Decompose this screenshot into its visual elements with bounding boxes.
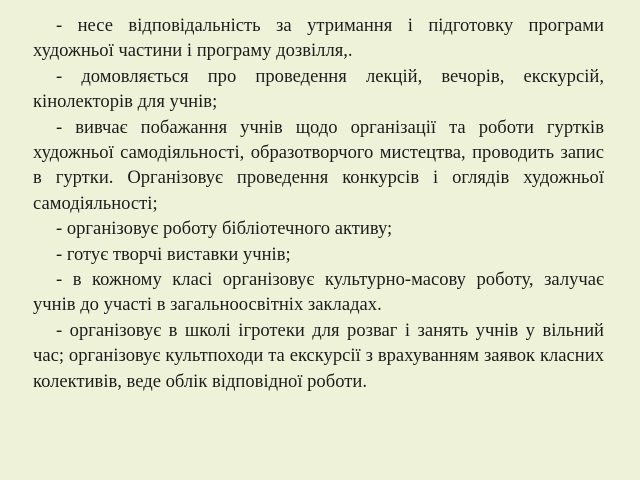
- duty-item-programme: - несе відповідальність за утримання і підготовку програми художньої частини і програму дозвілля,.: [33, 15, 604, 62]
- duty-item-lectures: - домовляється про проведення лекцій, вечорів, екскурсій, кінолекторів для учнів;: [33, 65, 604, 113]
- duty-item-exhibitions: - готує творчі виставки учнів;: [56, 243, 291, 265]
- duty-item-clubs: - вивчає побажання учнів щодо організації та роботи гуртків художньої самодіяльності, образотворчого мистецтва, проводить запис в гуртки. Організовує проведення конкурсів і оглядів художньої самодіяльності;: [33, 116, 604, 214]
- duty-item-class-work: - в кожному класі організовує культурно-масову роботу, залучає учнів до участі в загальноосвітніх закладах.: [33, 269, 604, 316]
- duty-item-library-activists: - організовує роботу бібліотечного активу;: [56, 218, 393, 240]
- duty-item-leisure: - організовує в школі ігротеки для розваг і занять учнів у вільний час; організовує культпоходи та екскурсії з врахуванням заявок класних колективів, веде облік відповідної роботи.: [33, 319, 604, 392]
